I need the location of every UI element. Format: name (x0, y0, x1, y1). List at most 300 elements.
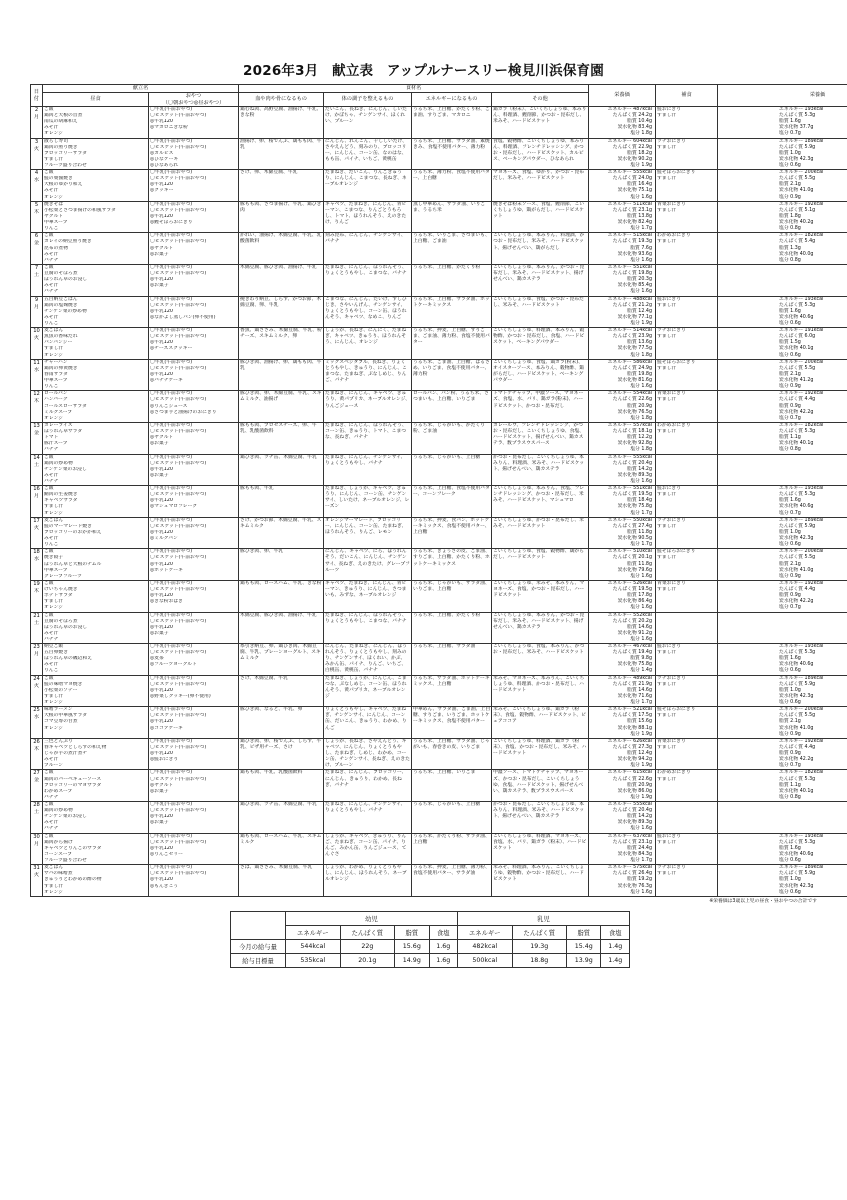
snack-item: 〇ビスケット(午前おやつ) (150, 302, 207, 308)
nutrition-2-line: エネルギー 182kcal (779, 422, 824, 428)
nutrition-2-line: 脂質 2.1g (779, 182, 801, 188)
body-condition-cell-text: にんじん、れんこん、干ししいたけ、さやえんどう、刻みのり、ブロッコリー、にんじん、コーン缶、なのはな、もも缶、パイナ、いちご、黄桃缶 (325, 138, 407, 162)
snack-item: ◎牛乳120 (150, 371, 173, 377)
nutrition-2-line: 脂質 2.1g (779, 371, 801, 377)
snack-item: ◎野菜しクッキー(卵不使用) (150, 693, 211, 699)
lunch-item: ご飯 (44, 549, 54, 555)
lunch-item: ほうれん草サラダ (44, 429, 83, 435)
other-cell-text: こいくちしょうゆ、本みりん、食塩、フレンチドレッシング、かつお・昆布だし、米みそ、ハードビスケット、マシュマロ (493, 486, 585, 504)
supplement-item: すまし汁 (657, 239, 677, 245)
summary-col-header: 食塩 (429, 925, 457, 939)
date-number: 24 (33, 675, 40, 682)
nutrition-2-line: 脂質 1.6g (779, 119, 801, 125)
lunch-item: 鶏肉の炒め物 (44, 808, 73, 814)
snack-item: 〇ビスケット(午前おやつ) (150, 839, 207, 845)
nutrition-2-cell (718, 391, 847, 423)
nutrition-2-line: たんぱく質 5.9g (779, 871, 816, 877)
energy-cell-text: ロールパン、パン粉、うるち米、さつまいも、上白糖、いりごま (413, 391, 489, 403)
nutrition-2-line: 脂質 1.6g (779, 845, 801, 851)
body-condition-cell (324, 802, 412, 834)
lunch-item: 鶏肉の卵黄焼き (44, 365, 78, 371)
snack-item: ◎牛乳120 (150, 277, 173, 283)
lunch-cell (43, 865, 149, 897)
supplement-list (657, 265, 716, 296)
other-cell (492, 170, 589, 202)
nutrition-list (590, 202, 654, 233)
nutrition-line: 炭水化物 76.3g (617, 883, 653, 889)
lunch-item: きゅうりとわかめの酢の物 (44, 877, 102, 883)
nutrition-line: 脂質 19.8g (627, 371, 653, 377)
summary-col-header: 脂質 (395, 925, 429, 939)
body-condition-cell-text: たまねぎ、にんじん、キャベツ、きゅうり、黄パプリカ、ネーブルオレンジ、りんごジュース (325, 391, 410, 409)
body-condition-cell-text: しょうが、キャベツ、きゅうり、りんご、たまねぎ、コーン缶、パイナ、りんご、みかん缶、りんごジュース、てんぐさ (325, 833, 407, 857)
weekday: 木 (33, 208, 40, 215)
snack-item: ◎もんぎこう (150, 883, 179, 889)
day-row (31, 517, 847, 549)
lunch-item: フルーツ盛り合わせ (44, 858, 87, 864)
snack-item: ◎さつま芋と油揚げのおにぎり (150, 409, 217, 415)
energy-cell-text: うるち米、押麦、上白糖、薄力粉、食塩不使用バター、サラダ油 (413, 865, 490, 877)
lunch-list (44, 107, 147, 138)
lunch-item: ポテトサラダ (44, 593, 73, 599)
snack-item: ◎カルピス (150, 150, 174, 156)
lunch-item: ご飯 (44, 486, 54, 492)
day-row (31, 233, 847, 265)
body-making-cell (239, 422, 324, 454)
lunch-item: みそ汁 (44, 662, 59, 668)
lunch-item: ご飯 (44, 454, 54, 460)
body-making-cell (239, 738, 324, 770)
nutrition-2-line: 脂質 1.6g (779, 308, 801, 314)
nutrition-2-line: 脂質 1.6g (779, 656, 801, 662)
nutrition-2-cell (718, 675, 847, 707)
nutrition-2-list (719, 739, 847, 770)
snack-item: ◎牛乳120 (150, 687, 173, 693)
nutrition-2-line: エネルギー 192kcal (779, 580, 824, 586)
snack-item: ◎ココアケーキ (150, 725, 183, 731)
nutrition-line: 脂質 14.6g (627, 687, 653, 693)
nutrition-line: エネルギー 488kcal (607, 296, 653, 302)
body-making-cell (239, 644, 324, 676)
energy-cell (412, 612, 492, 644)
nutrition-line: エネルギー 551kcal (607, 264, 653, 270)
supplement-item: ツナおにぎり (657, 865, 686, 871)
weekday: 金 (33, 429, 40, 436)
nutrition-2-line: エネルギー 192kcal (779, 391, 824, 397)
supplement-list (657, 707, 716, 738)
nutrition-line: 炭水化物 75.1g (617, 188, 653, 194)
energy-cell (412, 833, 492, 865)
snack-item: ◎マカロニきな粉 (150, 125, 188, 131)
nutrition-2-line: 脂質 1.1g (779, 782, 801, 788)
snack-cell (149, 770, 239, 802)
nutrition-2-cell (718, 707, 847, 739)
snack-item: ◎牛乳120 (150, 719, 173, 725)
nutrition-cell (589, 738, 656, 770)
snack-item: ◎ホットケーキ (150, 567, 183, 573)
summary-corner (231, 911, 286, 939)
nutrition-list (590, 739, 654, 770)
nutrition-line: たんぱく質 22.6g (612, 776, 653, 782)
weekday: 月 (33, 303, 40, 310)
snack-cell (149, 738, 239, 770)
body-condition-cell-text: オレンジマーマレード、ブロッコリー、にんじん、コーン缶、たまねぎ、ほうれんそう、りんご、レモン (325, 517, 407, 535)
weekday: 月 (33, 651, 40, 658)
supplement-cell (656, 170, 718, 202)
summary-row (231, 939, 630, 953)
snack-item: ◎ヤクルト (150, 435, 174, 441)
nutrition-line: 塩分 1.6g (630, 889, 653, 895)
lunch-item: みそ汁 (44, 630, 59, 636)
day-row (31, 264, 847, 296)
body-condition-cell (324, 612, 412, 644)
supplement-list (657, 865, 716, 896)
snack-item: 〇ビスケット(午前おやつ) (150, 681, 207, 687)
summary-table (230, 911, 630, 968)
nutrition-cell (589, 391, 656, 423)
snack-list (150, 391, 237, 422)
body-condition-cell (324, 580, 412, 612)
lunch-list (44, 391, 147, 422)
lunch-item: オレンジ (44, 131, 63, 137)
other-cell-text: 食塩、穀物酢、こいくちしょうゆ、本みりん、料理酒、フレンチドレッシング、かつお・昆布だし、ハードビスケット、カルピス、ベーキングパウダー、ひなあられ (493, 138, 584, 162)
snack-list (150, 202, 237, 233)
header-lunch: 昼食 (43, 93, 149, 107)
summary-value: 1.4g (601, 939, 630, 953)
nutrition-2-line: 炭水化物 42.2g (779, 409, 814, 415)
date-cell (31, 328, 43, 360)
header-menu-group: 献立名 (43, 85, 239, 93)
nutrition-2-line: 脂質 1.0g (779, 150, 801, 156)
nutrition-list (590, 707, 654, 738)
snack-list (150, 170, 237, 201)
lunch-cell (43, 580, 149, 612)
date-number: 26 (33, 738, 40, 745)
day-row (31, 328, 847, 360)
lunch-item: 納豆ご飯 (44, 644, 64, 650)
lunch-cell (43, 391, 149, 423)
weekday: 月 (33, 114, 40, 120)
nutrition-line: 炭水化物 75.8g (617, 504, 653, 510)
body-making-cell-text: 鶏ひき肉、ツナ缶、木綿豆腐、牛乳 (240, 802, 317, 808)
snack-list (150, 518, 237, 549)
nutrition-2-list (719, 328, 847, 359)
nutrition-2-line: エネルギー 182kcal (779, 233, 824, 239)
nutrition-line: エネルギー 615kcal (607, 770, 653, 776)
energy-cell-text: うるち米、上白糖、いりごま (413, 770, 476, 776)
lunch-item: すまし汁 (44, 883, 64, 889)
snack-item: 〇牛乳(午前おやつ) (150, 612, 193, 618)
nutrition-2-line: 脂質 0.9g (779, 593, 801, 599)
snack-item: ◎牛乳120 (150, 814, 173, 820)
snack-list (150, 707, 237, 738)
body-making-cell-text: 豚もも肉、さつま揚げ、牛乳、鶏ひき肉 (240, 201, 322, 213)
body-making-cell-text: さけ、卵、木綿豆腐、牛乳 (240, 170, 298, 176)
body-condition-cell (324, 296, 412, 328)
date-cell (31, 359, 43, 391)
snack-item: 〇ビスケット(午前おやつ) (150, 650, 207, 656)
snack-list (150, 834, 237, 865)
day-row (31, 580, 847, 612)
nutrition-line: 脂質 7.6g (630, 245, 653, 251)
lunch-list (44, 202, 147, 233)
supplement-list (657, 676, 716, 707)
nutrition-line: 塩分 1.6g (630, 573, 653, 579)
summary-row-label: 今月の給与量 (231, 939, 286, 953)
nutrition-list (590, 455, 654, 486)
summary-value: 544kcal (286, 939, 341, 953)
nutrition-2-line: エネルギー 189kcal (779, 517, 824, 523)
lunch-cell (43, 328, 149, 360)
day-row (31, 738, 847, 770)
body-making-cell-text: 鶏もも肉、牛乳、乳酸菌飲料 (240, 770, 303, 776)
nutrition-line: エネルギー 604kcal (607, 138, 653, 144)
summary-value: 500kcal (457, 953, 512, 967)
snack-item: ◎お菓子 (150, 630, 169, 636)
body-making-cell-text: 豚ひき肉、なると、牛乳、卵 (240, 707, 303, 713)
nutrition-cell (589, 644, 656, 676)
nutrition-cell (589, 328, 656, 360)
snack-cell (149, 107, 239, 139)
supplement-item: 鮭そぼろおにぎり (657, 170, 696, 176)
weekday: 金 (33, 777, 40, 784)
date-number: 5 (34, 201, 39, 208)
nutrition-list (590, 549, 654, 580)
nutrition-2-cell (718, 738, 847, 770)
lunch-item: りんご (44, 320, 59, 326)
header-snack (149, 93, 239, 107)
snack-item: 〇ビスケット(午前おやつ) (150, 618, 207, 624)
snack-item: ◎鮭おにぎり (150, 757, 179, 763)
nutrition-2-line: 塩分 0.9g (779, 573, 801, 579)
nutrition-2-line: 塩分 0.9g (779, 731, 801, 737)
nutrition-line: 脂質 20.9g (627, 403, 653, 409)
nutrition-2-list (719, 202, 847, 233)
nutrition-list (590, 834, 654, 865)
lunch-cell (43, 422, 149, 454)
lunch-item: バナナ (44, 478, 59, 484)
nutrition-list (590, 360, 654, 391)
lunch-item: 鮭のマーマレード焼き (44, 523, 92, 529)
snack-item: 〇ビスケット(午前おやつ) (150, 744, 207, 750)
date-number: 12 (33, 391, 40, 398)
snack-item: ◎なかよし蒸しパン(卵不使用) (150, 314, 216, 320)
nutrition-2-line: 塩分 0.6g (779, 352, 801, 358)
date-number: 14 (33, 454, 40, 461)
nutrition-2-line: 炭水化物 42.3g (779, 536, 814, 541)
supplement-list (657, 328, 716, 359)
body-making-cell (239, 201, 324, 233)
snack-item: ◎お菓子 (150, 788, 169, 794)
nutrition-2-cell (718, 264, 847, 296)
body-making-cell (239, 675, 324, 707)
snack-item: ◎牛乳120 (150, 498, 173, 504)
nutrition-line: たんぱく質 24.2g (612, 113, 653, 119)
body-making-cell (239, 359, 324, 391)
snack-item: ◎牛乳120 (150, 308, 173, 314)
date-number: 9 (34, 296, 39, 303)
other-cell-text: 鶏ガラ（粉末）、こいくちしょうゆ、本みりん、料理酒、鰹削節、かつお・昆布だし、米みそ、ハードビスケット (493, 107, 587, 125)
snack-cell (149, 264, 239, 296)
lunch-item: オレンジ (44, 605, 63, 611)
lunch-item: サバの味噌煮 (44, 871, 73, 877)
energy-cell (412, 201, 492, 233)
nutrition-line: 脂質 13.6g (627, 340, 653, 346)
lunch-item: ご飯 (44, 675, 54, 681)
nutrition-line: 炭水化物 89.3g (617, 472, 653, 478)
summary-row (231, 953, 630, 967)
energy-cell-text: うるち米、じゃがいも、かたくり粉、ごま油 (413, 422, 485, 435)
date-number: 16 (33, 486, 40, 493)
lunch-item: 小松菜とさつま揚げの和風サラダ (44, 207, 116, 213)
lunch-item: ヤクルト (44, 213, 64, 219)
nutrition-line: 塩分 1.8g (630, 415, 653, 421)
lunch-list (44, 613, 147, 644)
header-ingredients-group: 食材名 (239, 85, 589, 93)
nutrition-2-cell (718, 170, 847, 202)
nutrition-2-line: 脂質 1.3g (779, 245, 801, 251)
supplement-item: 鮭おにぎり (657, 644, 682, 650)
nutrition-2-line: 脂質 1.5g (779, 340, 801, 346)
lunch-item: 麦ごはん (44, 328, 64, 334)
snack-item: 〇牛乳(午前おやつ) (150, 391, 193, 397)
nutrition-line: 炭水化物 75.8g (617, 662, 653, 668)
nutrition-line: 塩分 1.7g (630, 226, 653, 232)
nutrition-2-line: 塩分 0.8g (779, 447, 801, 453)
nutrition-2-line: 脂質 2.1g (779, 561, 801, 567)
snack-list (150, 865, 237, 896)
supplement-item: わかめおにぎり (657, 770, 691, 776)
energy-cell (412, 391, 492, 423)
nutrition-line: たんぱく質 22.6g (612, 397, 653, 403)
nutrition-line: エネルギー 514kcal (607, 328, 653, 334)
lunch-cell (43, 517, 149, 549)
date-cell (31, 865, 43, 897)
other-cell (492, 517, 589, 549)
other-cell-text: こいくちしょうゆ、料理酒、本みりん、穀物酢、かつお・昆布だし、食塩、ハードビスケット、ベーキングパウダー (493, 328, 585, 346)
nutrition-line: 塩分 1.9g (630, 162, 653, 168)
other-cell-text: カレールウ、フレンチドレッシング、かつお・昆布だし、こいくちしょうゆ、食塩、ハードビスケット、揚げせんべい、鶏カステラ、数プラスウスパース (493, 422, 584, 447)
date-number: 31 (33, 865, 40, 872)
snack-item: 〇牛乳(午前おやつ) (150, 865, 193, 871)
snack-item: ◎牛乳120 (150, 340, 173, 346)
supplement-item: すまし汁 (657, 523, 677, 529)
nutrition-line: たんぱく質 18.1g (612, 429, 653, 435)
summary-col-headers (231, 925, 630, 939)
body-condition-cell-text: たまねぎ、にんじん、ほうれんそう、りょくとうもやし、こまつな、バナナ (325, 612, 407, 624)
body-condition-cell-text: 刻み昆布、にんじん、チンゲンサイ、バナナ (325, 233, 406, 245)
lunch-item: バナナ (44, 636, 59, 642)
other-cell-text: こいくちしょうゆ、かつお・昆布だし、米みそ、ハードビスケット (493, 517, 584, 529)
other-cell-text: こいくちしょうゆ、食塩、本みりん、かつお・昆布だし、米みそ、ハードビスケット (493, 644, 585, 656)
nutrition-line: たんぱく質 21.2g (612, 302, 653, 308)
lunch-item: 春雨サラダ (44, 371, 68, 377)
snack-cell (149, 865, 239, 897)
weekday: 土 (33, 809, 40, 816)
nutrition-2-line: たんぱく質 5.3g (779, 429, 816, 435)
nutrition-2-line: たんぱく質 5.5g (779, 365, 816, 371)
summary-body (231, 939, 630, 967)
snack-list (150, 486, 237, 517)
snack-list (150, 139, 237, 170)
nutrition-2-line: たんぱく質 5.3g (779, 650, 816, 656)
nutrition-2-line: 塩分 0.9g (779, 194, 801, 200)
other-cell (492, 454, 589, 486)
nutrition-2-line: たんぱく質 6.0g (779, 334, 816, 340)
day-row (31, 865, 847, 897)
nutrition-2-line: たんぱく質 5.9g (779, 144, 816, 150)
lunch-item: ほうれん草のお浸し (44, 624, 88, 630)
supplement-list (657, 233, 716, 264)
supplement-cell (656, 865, 718, 897)
lunch-item: みそ汁 (44, 283, 59, 289)
body-condition-cell-text: にんじん、キャベツ、にら、ほうれんそう、だいこん、にんじん、チンゲンサイ、長ねぎ、えのきたけ、グレープフルーツ (325, 549, 410, 573)
nutrition-line: エネルギー 637kcal (607, 833, 653, 839)
energy-cell-text: 中華めん、サラダ油、ごま油、上白糖、すりごま、いりごま、ホットケーキミックス、食塩不使用バター (413, 707, 491, 725)
lunch-item: 鶏肉と大根の旨煮 (44, 113, 83, 119)
nutrition-list (590, 328, 654, 359)
snack-cell (149, 644, 239, 676)
energy-cell-text: うるち米、上白糖、かたくり粉、ごま油、すりごま、マカロニ (413, 107, 490, 119)
lunch-item: 小松菜のソテー (44, 687, 78, 693)
body-making-cell-text: 豚ひき肉、卵、牛乳 (240, 549, 284, 555)
snack-cell (149, 486, 239, 518)
day-row (31, 486, 847, 518)
nutrition-line: エネルギー 626kcal (607, 738, 653, 744)
nutrition-2-line: 炭水化物 42.3g (779, 693, 814, 699)
supplement-item: すまし汁 (657, 871, 677, 877)
supplement-list (657, 739, 716, 770)
energy-cell-text: うるち米、上白糖、かたくり粉 (413, 264, 481, 270)
body-making-cell (239, 865, 324, 897)
body-making-cell-text: 油揚げ、卵、桜でんぶ、鶏もも肉、牛乳 (240, 138, 322, 150)
body-condition-cell (324, 328, 412, 360)
snack-item: ◎ミルクパン (150, 536, 178, 541)
nutrition-line: 炭水化物 94.2g (617, 757, 653, 763)
other-cell-text: こいくちしょうゆ、食塩、かつお・昆布だし、米みそ、ハードビスケット (493, 296, 584, 308)
date-cell (31, 675, 43, 707)
lunch-item: チンゲン菜のお浸し (44, 814, 87, 820)
summary-value: 15.4g (567, 939, 601, 953)
energy-cell (412, 707, 492, 739)
other-cell-text: マヨネーズ、食塩、ゆかり、かつお・昆布だし、米みそ、ハードビスケット (493, 170, 585, 182)
nutrition-line: 脂質 12.4g (627, 308, 653, 314)
body-condition-cell-text: たまねぎ、だいこん、りんごきゅうり、にんじん、こまつな、長ねぎ、ネーブルオレンジ (325, 170, 407, 188)
other-cell (492, 865, 589, 897)
energy-cell-text: 蒸し中華めん、サラダ油、いりごま、うるち米 (413, 201, 486, 213)
weekday: 火 (33, 335, 40, 342)
nutrition-line: 塩分 1.7g (630, 542, 653, 548)
body-condition-cell (324, 454, 412, 486)
nutrition-line: 塩分 1.6g (630, 384, 653, 390)
nutrition-2-list (719, 423, 847, 454)
supplement-list (657, 613, 716, 644)
lunch-item: 焼きそば (44, 201, 64, 207)
snack-item: ◎牛乳120 (150, 845, 173, 851)
energy-cell (412, 770, 492, 802)
nutrition-line: 脂質 18.2g (627, 150, 653, 156)
supplement-cell (656, 675, 718, 707)
lunch-item: りんご (44, 384, 59, 390)
nutrition-line: 炭水化物 83.4g (617, 125, 653, 131)
nutrition-cell (589, 707, 656, 739)
weekday: 水 (33, 556, 40, 563)
lunch-list (44, 297, 147, 328)
nutrition-line: 塩分 1.7g (630, 510, 653, 516)
snack-cell (149, 138, 239, 170)
nutrition-2-line: 塩分 0.7g (779, 763, 801, 769)
lunch-item: 中華スープ (44, 220, 68, 226)
